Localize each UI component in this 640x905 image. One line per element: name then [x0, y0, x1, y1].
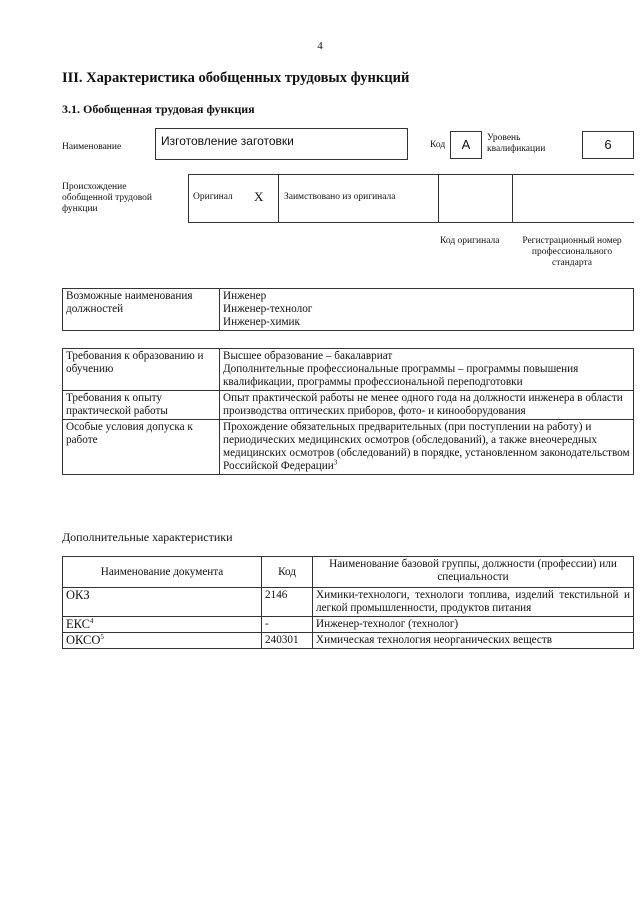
requirements-table: [62, 348, 634, 475]
position-item: Инженер-химик: [223, 316, 300, 328]
req-education-label: Требования к образованию и обучению: [63, 349, 220, 391]
reg-number-label: Регистрационный номер профессионального стандарта: [522, 236, 622, 268]
positions-label: Возможные наименования должностей: [63, 289, 220, 331]
row-name: Инженер-технолог (технолог): [313, 617, 634, 633]
original-mark: Х: [254, 189, 264, 204]
header-code: Код: [262, 557, 313, 588]
code-original-label: Код оригинала: [440, 236, 500, 246]
row-name: Химическая технология неорганических веществ: [313, 633, 634, 649]
req-line: Прохождение обязательных предварительных (при поступлении на работу) и периодических медицинских осмотров (обследований), а также внеочередных медицинских осмотров (обследований) в порядке, установленном законодательством Российской Федерации: [223, 421, 630, 472]
additional-title: Дополнительные характеристики: [62, 530, 233, 544]
row-code: 240301: [262, 633, 313, 649]
row-doc: ОКСО$^5$: [63, 633, 262, 649]
req-line: Опыт практической работы не менее одного года на должности инженера в области производства оптических приборов, фото- и кинооборудования: [223, 392, 623, 417]
table-row: [63, 617, 634, 633]
req-experience-value: [220, 391, 634, 420]
row-code: -: [262, 617, 313, 633]
name-value-box: [155, 128, 408, 160]
name-value: Изготовление заготовки: [161, 134, 294, 148]
footnote-5: 5: [100, 632, 104, 641]
req-experience-label: Требования к опыту практической работы: [63, 391, 220, 420]
position-item: Инженер-технолог: [223, 303, 313, 315]
page-number: 4: [317, 40, 323, 52]
section-title: III. Характеристика обобщенных трудовых функций: [62, 70, 410, 86]
footnote-3: 3: [333, 458, 338, 467]
table-row: [63, 633, 634, 649]
origin-label: Происхождение обобщенной трудовой функции: [62, 182, 152, 214]
subsection-title: 3.1. Обобщенная трудовая функция: [62, 102, 255, 116]
positions-values: [220, 289, 634, 331]
req-special-label: Особые условия допуска к работе: [63, 420, 220, 475]
position-item: Инженер: [223, 290, 267, 302]
row-code: 2146: [262, 588, 313, 617]
level-value: 6: [582, 131, 634, 159]
header-group: Наименование базовой группы, должности (профессии) или специальности: [313, 557, 634, 588]
original-label: Оригинал: [193, 192, 233, 202]
borrowed-label: Заимствовано из оригинала: [284, 192, 396, 202]
row-doc: ОКЗ: [63, 588, 262, 617]
positions-table: [62, 288, 634, 331]
additional-table: [62, 556, 634, 649]
code-label: Код: [430, 140, 446, 150]
header-document: Наименование документа: [63, 557, 262, 588]
req-education-value: [220, 349, 634, 391]
code-value: А: [450, 131, 482, 159]
req-line: Высшее образование – бакалавриат: [223, 350, 393, 362]
level-label: Уровень квалификации: [487, 133, 546, 154]
row-doc: ЕКС$^4$: [63, 617, 262, 633]
name-label: Наименование: [62, 142, 122, 152]
table-row: [63, 588, 634, 617]
req-special-value: [220, 420, 634, 475]
footnote-4: 4: [90, 616, 94, 625]
row-name: Химики-технологи, технологи топлива, изделий текстильной и легкой промышленности, продуктов питания: [313, 588, 634, 617]
req-line: Дополнительные профессиональные программы – программы повышения квалификации, программы профессиональной переподготовки: [223, 363, 579, 388]
